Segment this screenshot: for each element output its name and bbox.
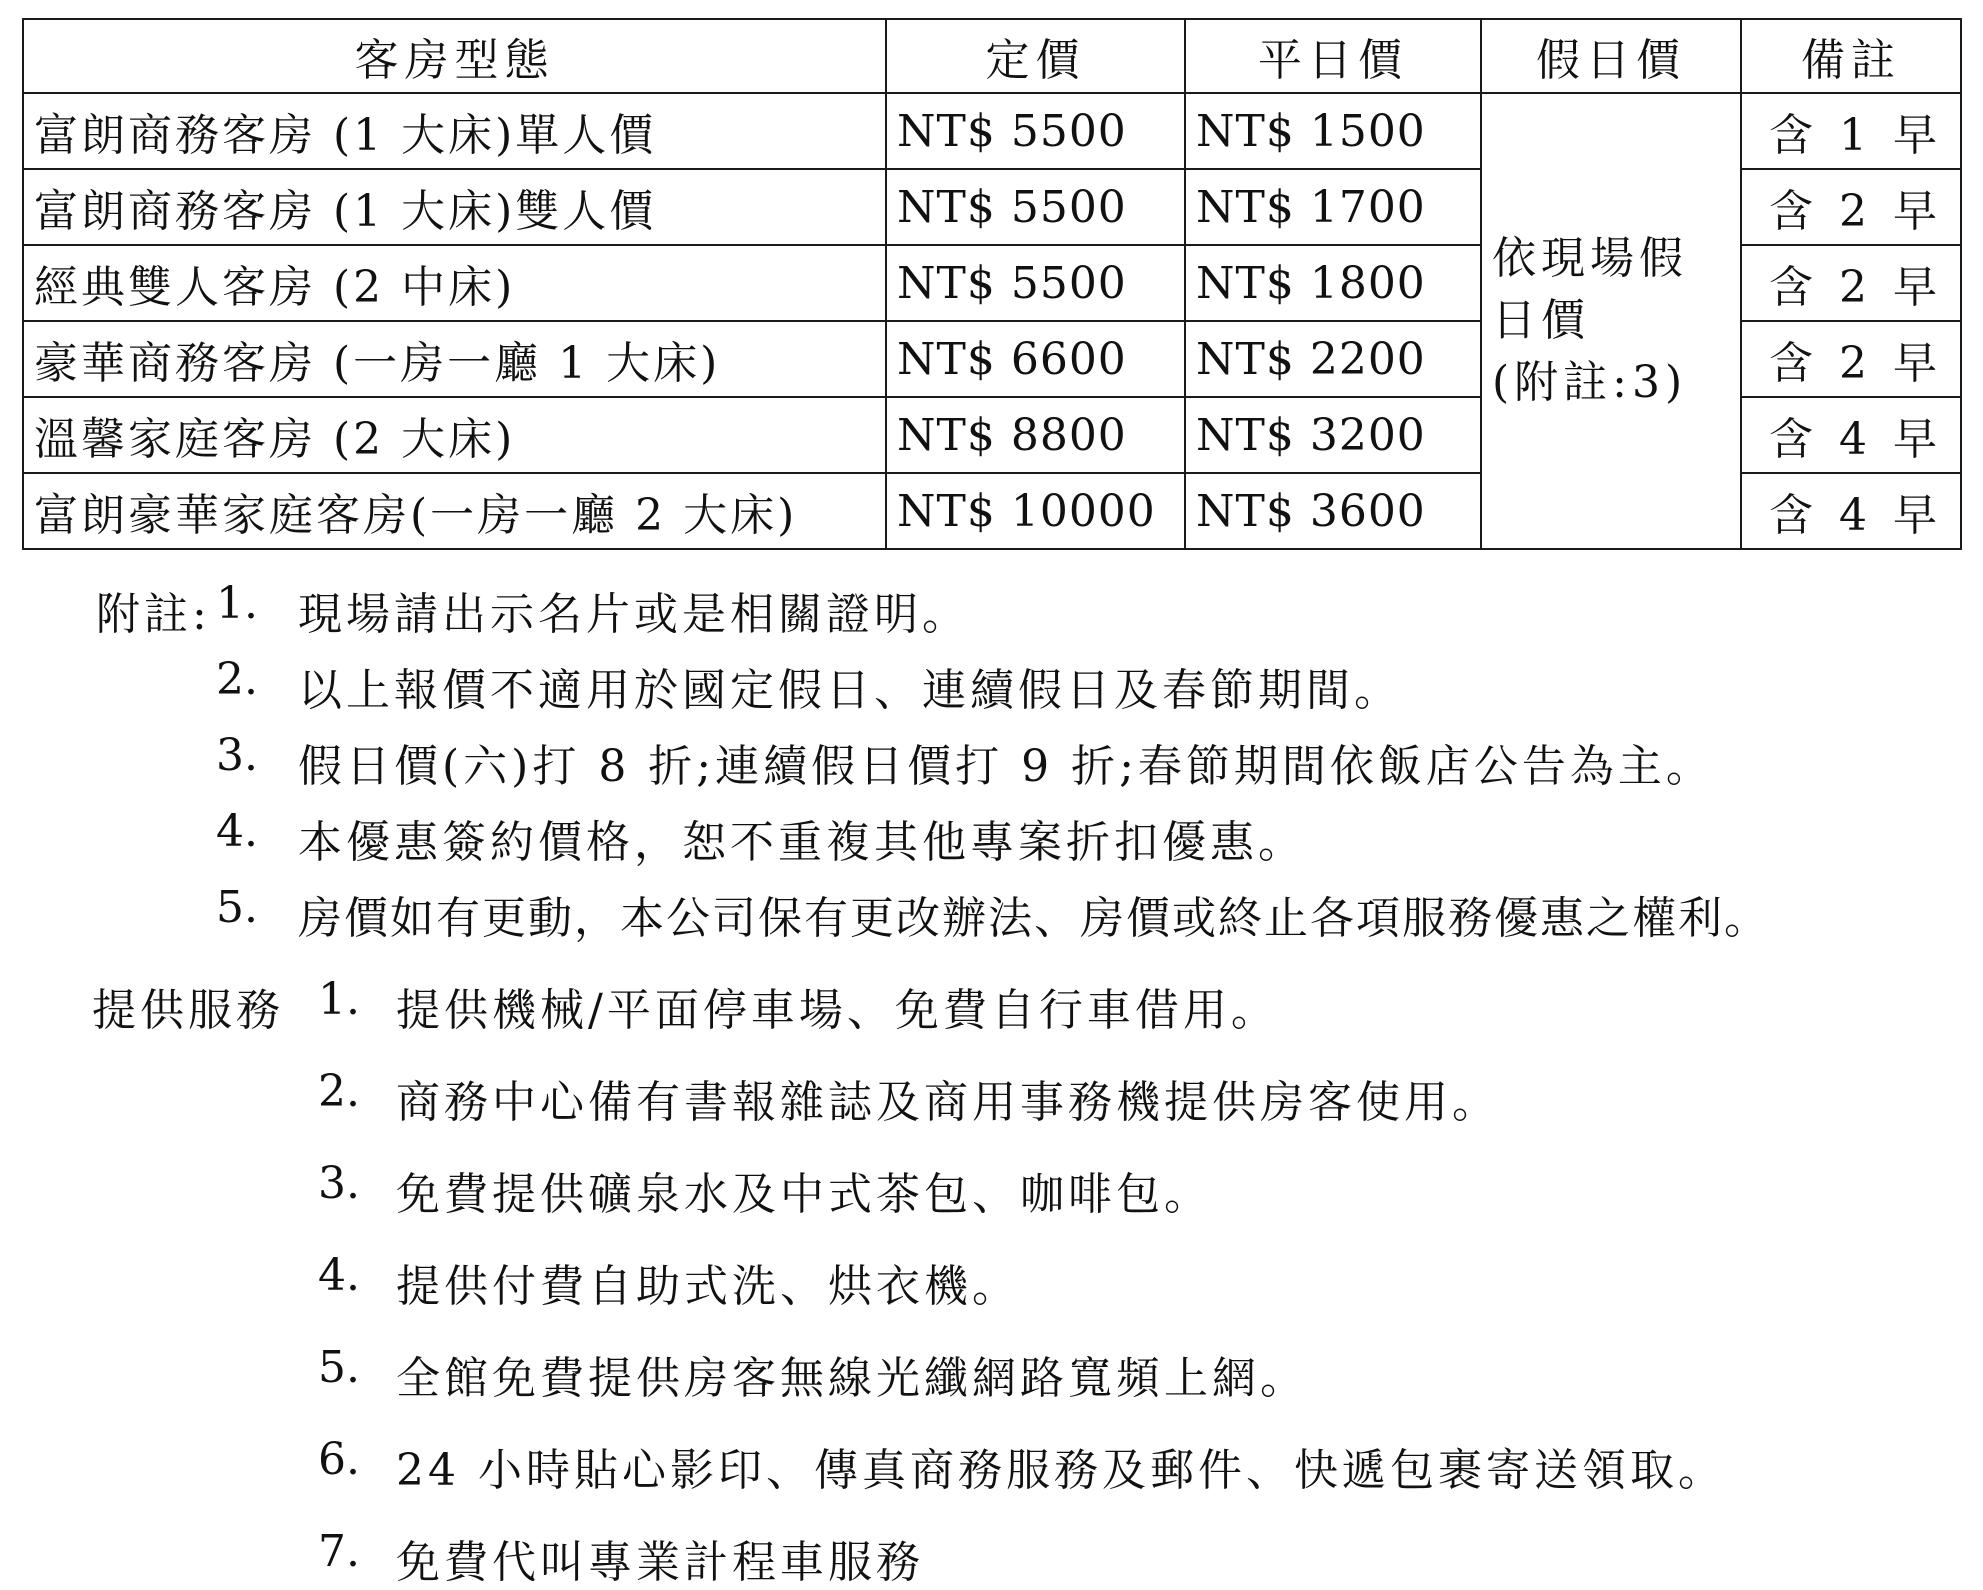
- list-price-cell: NT$ 5500: [886, 93, 1185, 169]
- room-type-cell: 豪華商務客房 (一房一廳 1 大床): [23, 321, 886, 397]
- list-price-cell: NT$ 8800: [886, 397, 1185, 473]
- list-price-cell: NT$ 6600: [886, 321, 1185, 397]
- room-type-cell: 溫馨家庭客房 (2 大床): [23, 397, 886, 473]
- note-number: 1.: [216, 578, 258, 629]
- list-price-cell: NT$ 5500: [886, 169, 1185, 245]
- notes-label: 附註:: [96, 589, 211, 640]
- service-number: 6.: [318, 1434, 360, 1485]
- service-number: 2.: [318, 1066, 360, 1117]
- remark-cell: 含 1 早: [1741, 93, 1961, 169]
- remark-cell: 含 4 早: [1741, 473, 1961, 549]
- list-price-cell: NT$ 10000: [886, 473, 1185, 549]
- table-row: [23, 93, 1961, 169]
- holiday-price-line: 日價: [1492, 295, 1590, 346]
- room-type-cell: 富朗商務客房 (1 大床)單人價: [23, 93, 886, 169]
- remark-cell: 含 2 早: [1741, 245, 1961, 321]
- service-text: 商務中心備有書報雜誌及商用事務機提供房客使用。: [396, 1077, 1500, 1128]
- note-text: 房價如有更動，本公司保有更改辦法、房價或終止各項服務優惠之權利。: [298, 893, 1770, 944]
- room-rate-table: [22, 18, 1962, 550]
- service-number: 1.: [318, 974, 360, 1025]
- note-text: 本優惠簽約價格，恕不重複其他專案折扣優惠。: [298, 817, 1306, 868]
- holiday-price-note: (附註:3): [1492, 357, 1688, 408]
- weekday-price-cell: NT$ 1800: [1185, 245, 1481, 321]
- header-holiday-price: 假日價: [1481, 19, 1741, 93]
- note-number: 4.: [216, 806, 258, 857]
- note-number: 3.: [216, 730, 258, 781]
- header-room-type: 客房型態: [23, 19, 886, 93]
- table-header-row: [23, 19, 1961, 93]
- service-text: 全館免費提供房客無線光纖網路寬頻上網。: [396, 1353, 1308, 1404]
- weekday-price-cell: NT$ 1700: [1185, 169, 1481, 245]
- room-type-cell: 經典雙人客房 (2 中床): [23, 245, 886, 321]
- weekday-price-cell: NT$ 3600: [1185, 473, 1481, 549]
- note-text: 假日價(六)打 8 折;連續假日價打 9 折;春節期間依飯店公告為主。: [298, 741, 1714, 792]
- service-number: 4.: [318, 1250, 360, 1301]
- holiday-price-cell: [1481, 93, 1741, 549]
- weekday-price-cell: NT$ 1500: [1185, 93, 1481, 169]
- header-remark: 備註: [1741, 19, 1961, 93]
- service-text: 提供機械/平面停車場、免費自行車借用。: [396, 985, 1279, 1036]
- service-text: 免費提供礦泉水及中式茶包、咖啡包。: [396, 1169, 1212, 1220]
- note-text: 以上報價不適用於國定假日、連續假日及春節期間。: [298, 665, 1402, 716]
- service-number: 7.: [318, 1526, 360, 1577]
- note-number: 2.: [216, 654, 258, 705]
- remark-cell: 含 4 早: [1741, 397, 1961, 473]
- weekday-price-cell: NT$ 3200: [1185, 397, 1481, 473]
- holiday-price-line: 依現場假: [1492, 233, 1688, 284]
- note-text: 現場請出示名片或是相關證明。: [298, 589, 970, 640]
- list-price-cell: NT$ 5500: [886, 245, 1185, 321]
- service-number: 3.: [318, 1158, 360, 1209]
- note-number: 5.: [216, 882, 258, 933]
- service-number: 5.: [318, 1342, 360, 1393]
- service-text: 24 小時貼心影印、傳真商務服務及郵件、快遞包裹寄送領取。: [396, 1445, 1726, 1496]
- remark-cell: 含 2 早: [1741, 321, 1961, 397]
- room-type-cell: 富朗商務客房 (1 大床)雙人價: [23, 169, 886, 245]
- service-text: 提供付費自助式洗、烘衣機。: [396, 1261, 1020, 1312]
- remark-cell: 含 2 早: [1741, 169, 1961, 245]
- header-list-price: 定價: [886, 19, 1185, 93]
- services-label: 提供服務: [92, 985, 284, 1036]
- room-type-cell: 富朗豪華家庭客房(一房一廳 2 大床): [23, 473, 886, 549]
- header-weekday-price: 平日價: [1185, 19, 1481, 93]
- service-text: 免費代叫專業計程車服務: [396, 1537, 924, 1588]
- weekday-price-cell: NT$ 2200: [1185, 321, 1481, 397]
